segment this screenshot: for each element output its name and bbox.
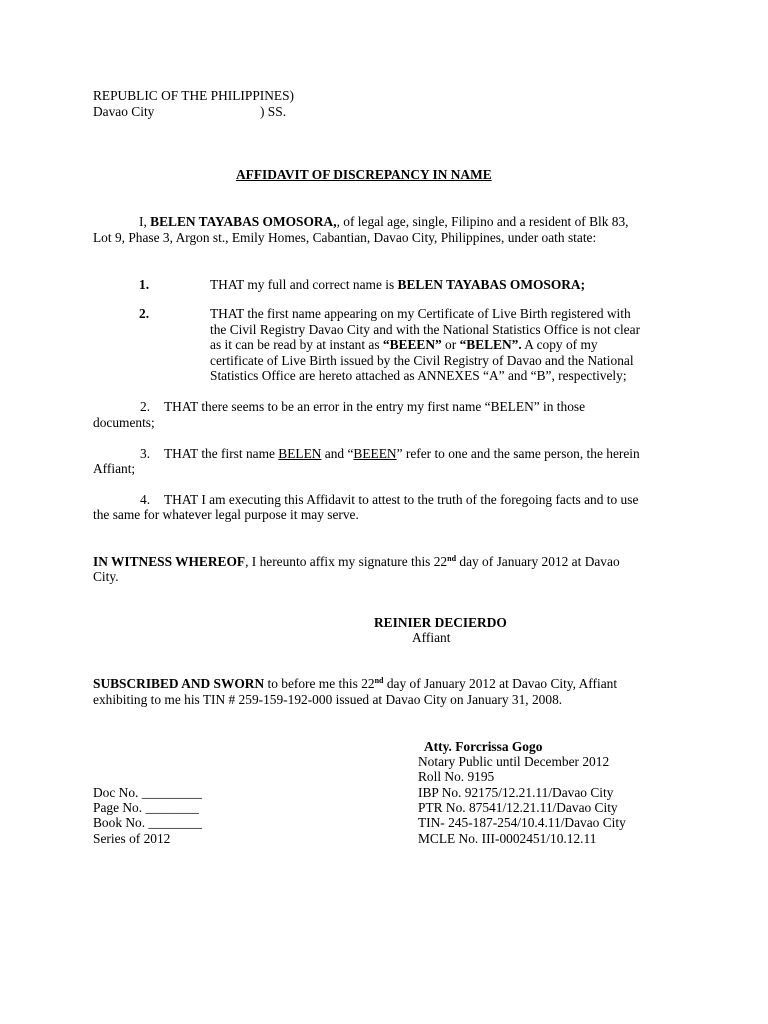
intro-line-2: Lot 9, Phase 3, Argon st., Emily Homes, Cabantian, Davao City, Philippines, under oath state:: [93, 230, 597, 245]
venue-republic: REPUBLIC OF THE PHILIPPINES): [93, 88, 295, 103]
item-2-number: 2.: [139, 306, 150, 321]
affiant-name-bold: BELEN TAYABAS OMOSORA,: [150, 214, 337, 229]
para-2-number: 2.: [140, 399, 151, 414]
notary-ibp: IBP No. 92175/12.21.11/Davao City: [418, 785, 614, 800]
para-3-line-2: Affiant;: [93, 461, 136, 476]
item-1-text: THAT my full and correct name is BELEN TAYABAS OMOSORA;: [210, 277, 586, 292]
book-no: Book No. ________: [93, 815, 202, 830]
subscribed-line-1: SUBSCRIBED AND SWORN to before me this 22nd day of January 2012 at Davao City, Affiant: [93, 676, 618, 691]
intro-line-1: [139, 214, 629, 230]
witness-line-2: City.: [93, 569, 119, 584]
notary-commission: Notary Public until December 2012: [418, 754, 610, 769]
para-4-line-1: THAT I am executing this Affidavit to attest to the truth of the foregoing facts and to use: [164, 492, 639, 507]
notary-ptr: PTR No. 87541/12.21.11/Davao City: [418, 800, 618, 815]
venue-ss: ) SS.: [260, 104, 287, 119]
para-2-line-2: documents;: [93, 415, 155, 430]
venue-city: Davao City: [93, 104, 155, 119]
item-2-line-5: Statistics Office are hereto attached as ANNEXES “A” and “B”, respectively;: [210, 368, 627, 383]
series: Series of 2012: [93, 831, 171, 846]
doc-no: Doc No. _________: [93, 785, 202, 800]
para-2-line-1: THAT there seems to be an error in the entry my first name “BELEN” in those: [164, 399, 586, 414]
notary-tin: TIN- 245-187-254/10.4.11/Davao City: [418, 815, 626, 830]
subscribed-line-2: exhibiting to me his TIN # 259-159-192-000 issued at Davao City on January 31, 2008.: [93, 692, 563, 707]
para-4-number: 4.: [140, 492, 151, 507]
intro-rest: , of legal age, single, Filipino and a resident of Blk 83,: [336, 214, 629, 229]
affiant-name: REINIER DECIERDO: [374, 615, 507, 630]
item-2-line-4: certificate of Live Birth issued by the Civil Registry of Davao and the National: [210, 353, 634, 368]
notary-mcle: MCLE No. III-0002451/10.12.11: [418, 831, 597, 846]
page-no: Page No. ________: [93, 800, 200, 815]
intro-prefix: I,: [139, 214, 147, 229]
document-title: AFFIDAVIT OF DISCREPANCY IN NAME: [236, 167, 492, 182]
affiant-role: Affiant: [412, 630, 451, 645]
witness-line-1: IN WITNESS WHEREOF, I hereunto affix my signature this 22nd day of January 2012 at Davao: [93, 554, 620, 569]
para-3-number: 3.: [140, 446, 151, 461]
item-2-line-2: the Civil Registry Davao City and with the National Statistics Office is not clear: [210, 322, 641, 337]
para-4-line-2: the same for whatever legal purpose it may serve.: [93, 507, 359, 522]
para-3-line-1: THAT the first name BELEN and “BEEEN” refer to one and the same person, the herein: [164, 446, 640, 461]
item-2-line-3: as it can be read by at instant as “BEEEN” or “BELEN”. A copy of my: [210, 337, 598, 352]
item-2-line-1: THAT the first name appearing on my Certificate of Live Birth registered with: [210, 306, 631, 321]
item-1-number: 1.: [139, 277, 150, 292]
notary-roll: Roll No. 9195: [418, 769, 495, 784]
notary-name: Atty. Forcrissa Gogo: [424, 739, 543, 754]
